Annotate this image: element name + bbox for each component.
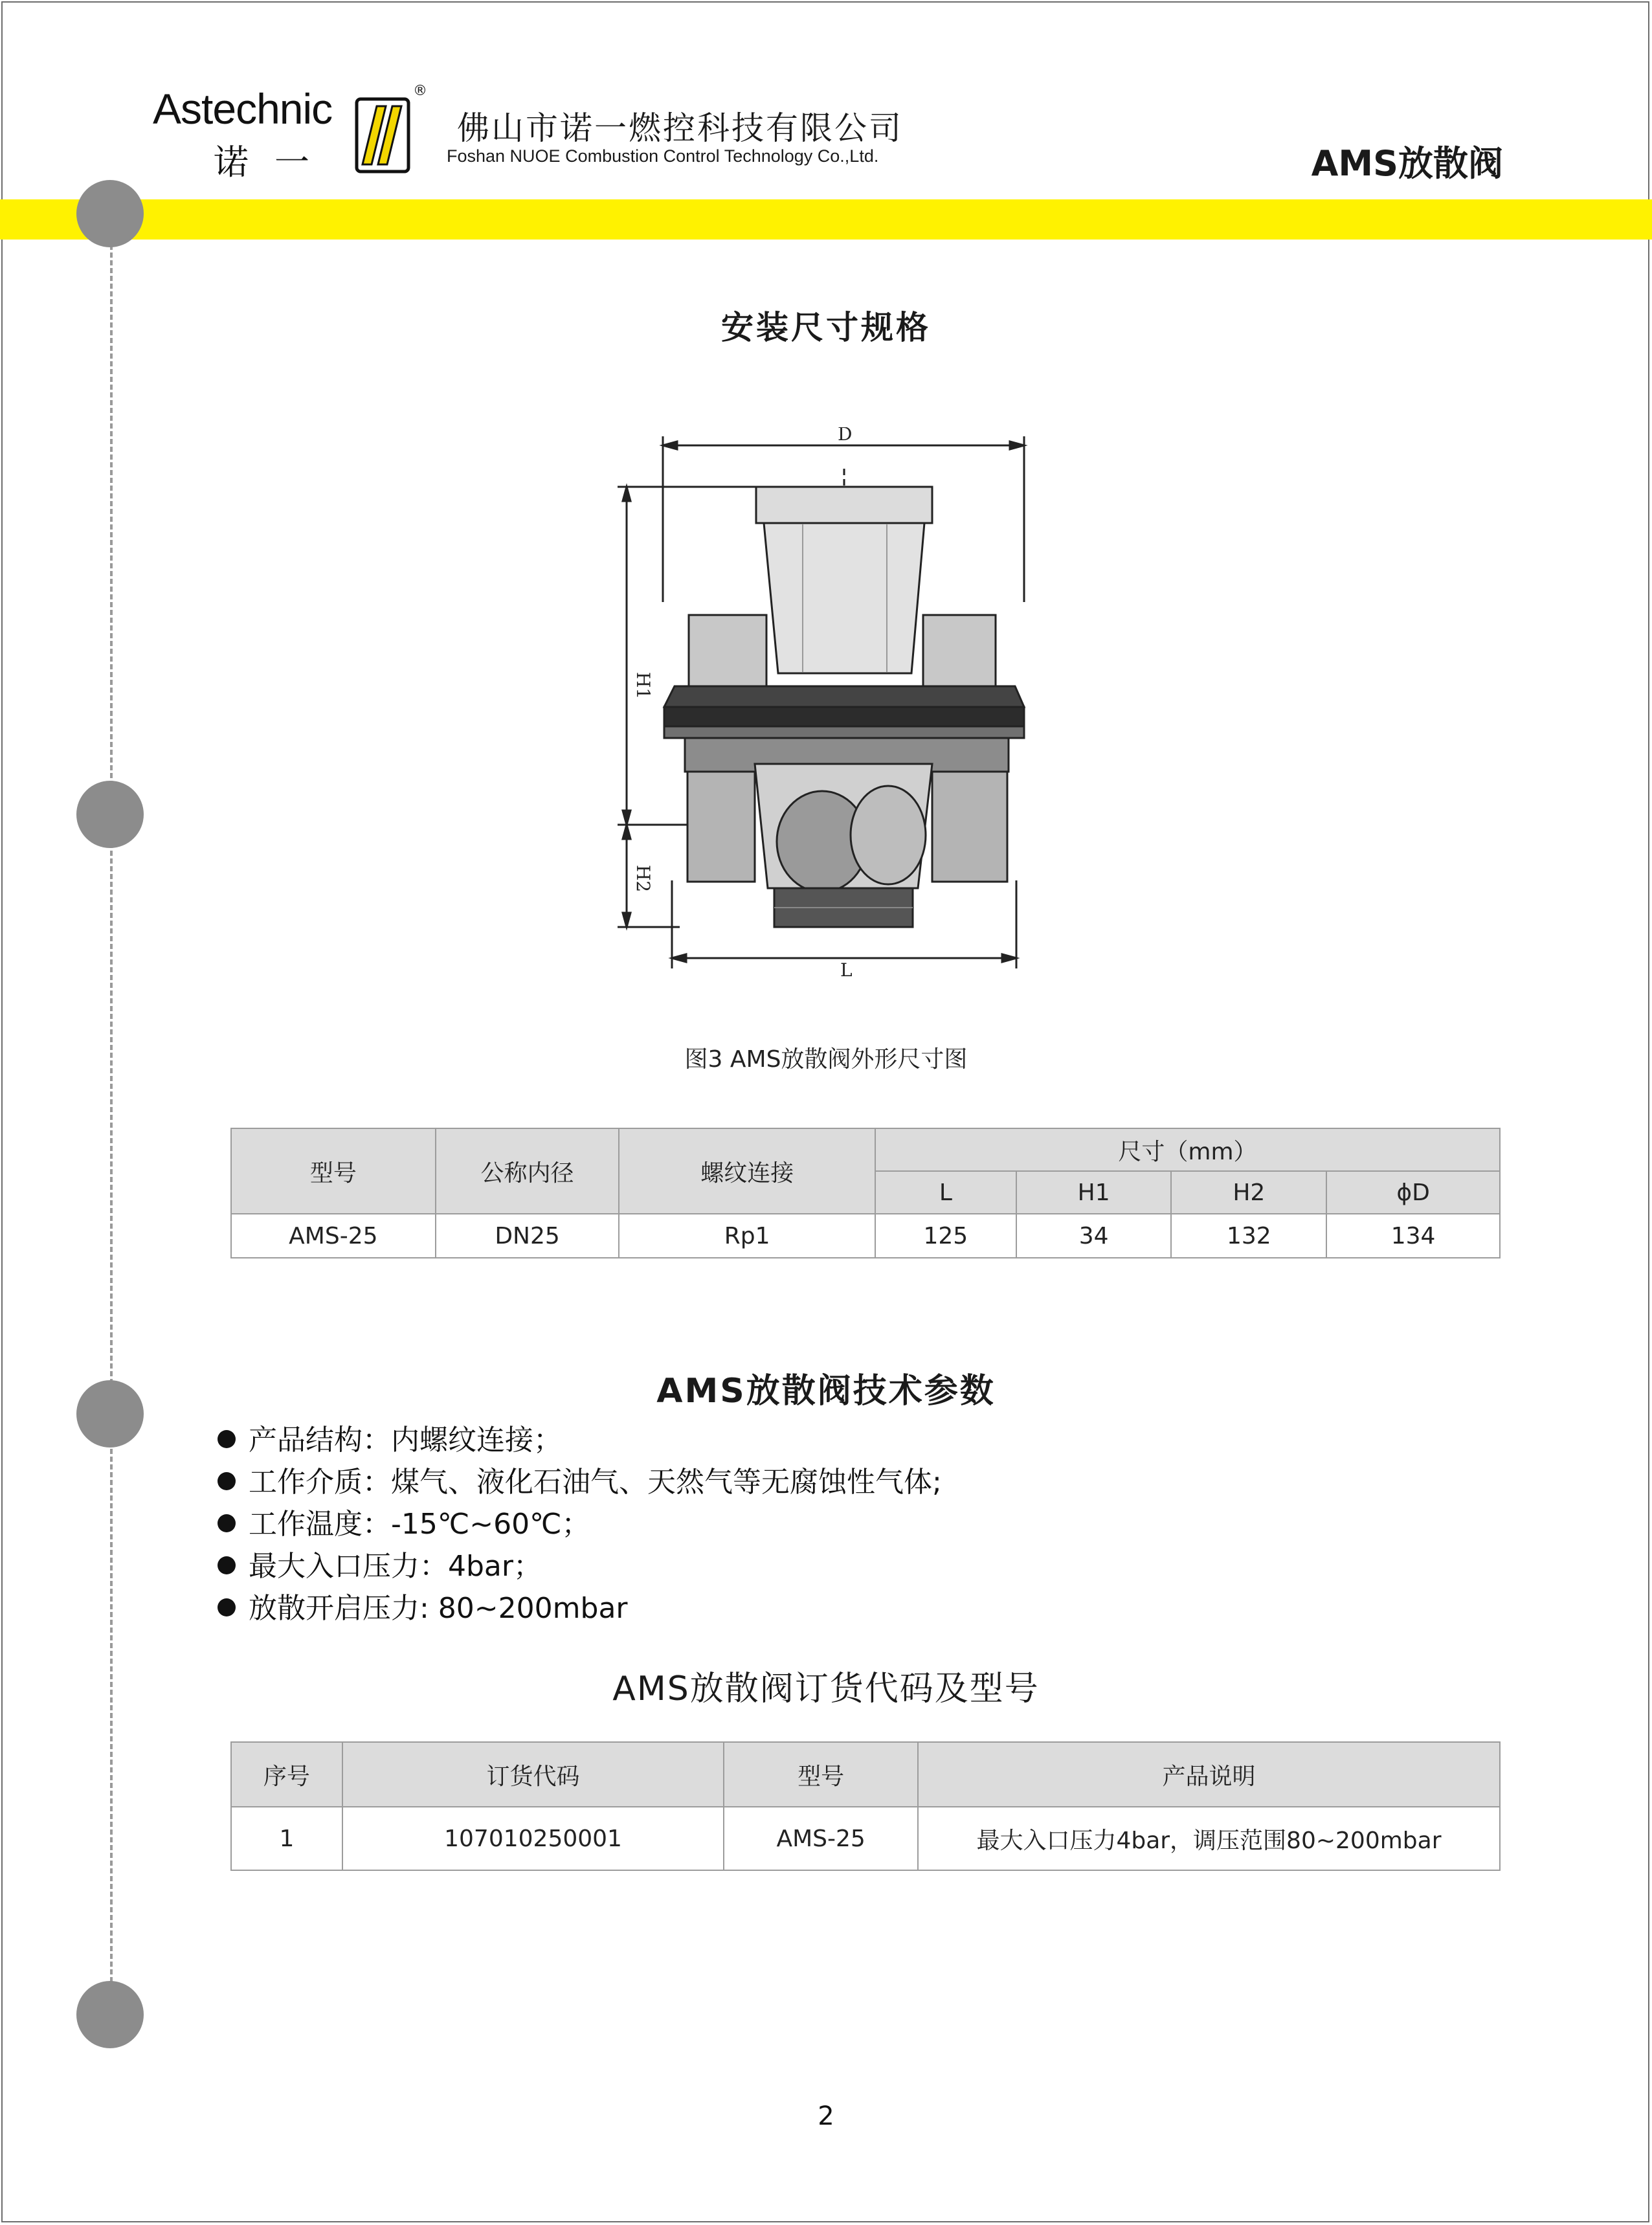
registered-mark: ® — [413, 83, 427, 99]
tech-parameter-list — [218, 1419, 942, 1629]
dim-header-nominal: 公称内径 — [436, 1128, 620, 1214]
dim-header-phid: ϕD — [1326, 1171, 1500, 1214]
bullet-icon — [218, 1514, 236, 1532]
bullet-icon — [218, 1556, 236, 1574]
header-yellow-band — [0, 199, 1652, 240]
tech-item-relief-pressure: 放散开启压力: 80~200mbar — [249, 1592, 628, 1625]
table-row — [231, 1807, 1500, 1870]
order-section-title: AMS放散阀订货代码及型号 — [612, 1670, 1040, 1708]
bullet-icon — [218, 1472, 236, 1490]
tech-section-title: AMS放散阀技术参数 — [656, 1372, 996, 1411]
order-header-model: 型号 — [724, 1742, 918, 1807]
tech-item-max-inlet: 最大入口压力：4bar； — [249, 1550, 542, 1583]
order-header-code: 订货代码 — [342, 1742, 724, 1807]
tech-item-temperature: 工作温度：-15℃~60℃； — [249, 1508, 590, 1541]
header-product-title: AMS放散阀 — [1311, 143, 1503, 184]
drawing-label-d: D — [838, 427, 853, 445]
order-header-seq: 序号 — [231, 1742, 342, 1807]
dim-cell-phid: 134 — [1326, 1214, 1500, 1258]
tech-item-structure: 产品结构：内螺纹连接； — [249, 1424, 562, 1457]
brand-name-cn: 诺一 — [214, 142, 335, 183]
figure-caption: 图3 AMS放散阀外形尺寸图 — [684, 1046, 968, 1073]
binder-hole-2 — [76, 781, 144, 848]
dim-cell-nominal: DN25 — [436, 1214, 620, 1258]
table-row — [231, 1214, 1500, 1258]
drawing-label-h1: H1 — [632, 672, 654, 700]
dim-header-h1: H1 — [1016, 1171, 1172, 1214]
tech-item-medium: 工作介质：煤气、液化石油气、天然气等无腐蚀性气体; — [249, 1466, 942, 1499]
list-item — [218, 1461, 942, 1503]
list-item — [218, 1503, 942, 1545]
dim-header-h2: H2 — [1171, 1171, 1326, 1214]
dim-header-model: 型号 — [231, 1128, 436, 1214]
list-item — [218, 1419, 942, 1461]
binder-hole-1 — [76, 180, 144, 247]
company-name-en: Foshan NUOE Combustion Control Technology Co.,Ltd. — [447, 146, 879, 166]
brand-logo-icon — [355, 97, 410, 173]
dim-cell-h1: 34 — [1016, 1214, 1172, 1258]
order-header-desc: 产品说明 — [918, 1742, 1500, 1807]
bullet-icon — [218, 1598, 236, 1616]
order-cell-seq: 1 — [231, 1807, 342, 1870]
dim-cell-model: AMS-25 — [231, 1214, 436, 1258]
binder-hole-4 — [76, 1981, 144, 2048]
binder-dashed-line — [110, 214, 113, 2013]
drawing-label-l: L — [840, 959, 853, 981]
valve-dimension-drawing — [608, 427, 1049, 984]
dim-header-l: L — [875, 1171, 1016, 1214]
order-cell-code: 107010250001 — [342, 1807, 724, 1870]
order-cell-desc: 最大入口压力4bar，调压范围80~200mbar — [918, 1807, 1500, 1870]
dim-cell-l: 125 — [875, 1214, 1016, 1258]
dim-cell-thread: Rp1 — [619, 1214, 875, 1258]
brand-name-en: Astechnic — [153, 85, 333, 133]
dimension-table — [230, 1128, 1501, 1258]
bullet-icon — [218, 1430, 236, 1448]
dim-header-size-group: 尺寸（mm） — [875, 1128, 1500, 1171]
dim-header-thread: 螺纹连接 — [619, 1128, 875, 1214]
install-section-title: 安装尺寸规格 — [721, 309, 931, 346]
dim-cell-h2: 132 — [1171, 1214, 1326, 1258]
list-item — [218, 1545, 942, 1587]
company-name-cn: 佛山市诺一燃控科技有限公司 — [457, 109, 903, 147]
page-number: 2 — [818, 2101, 834, 2131]
order-table — [230, 1741, 1501, 1871]
drawing-label-h2: H2 — [632, 865, 654, 893]
list-item — [218, 1587, 942, 1629]
order-cell-model: AMS-25 — [724, 1807, 918, 1870]
